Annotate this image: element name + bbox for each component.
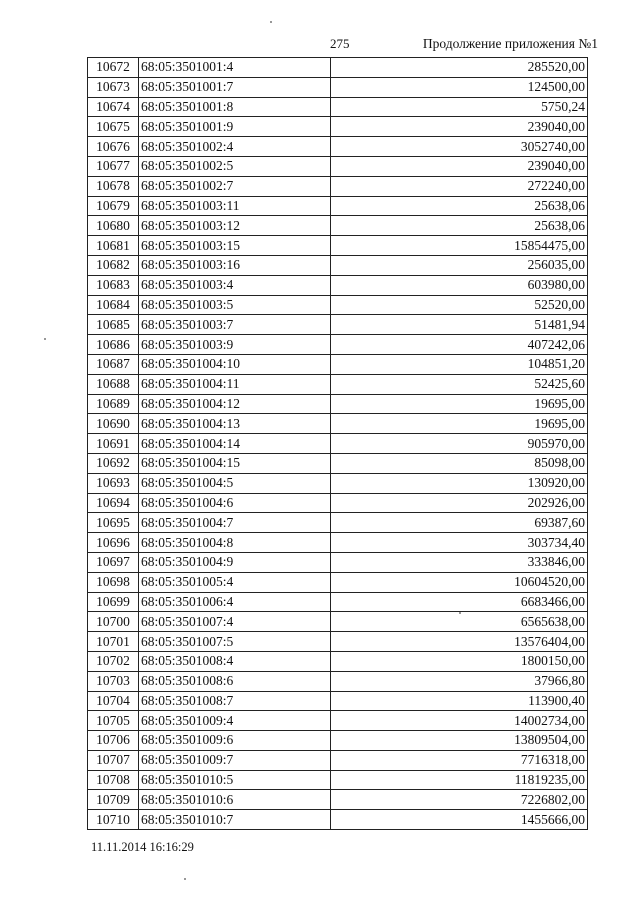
cadastral-value-cell: 333846,00 (331, 552, 588, 572)
row-number-cell: 10677 (88, 156, 139, 176)
row-number-cell: 10693 (88, 473, 139, 493)
row-number-cell: 10704 (88, 691, 139, 711)
cadastral-number-cell: 68:05:3501003:11 (139, 196, 331, 216)
cadastral-number-cell: 68:05:3501009:4 (139, 711, 331, 731)
row-number-cell: 10682 (88, 255, 139, 275)
table-row (88, 434, 588, 454)
cadastral-number-cell: 68:05:3501007:5 (139, 632, 331, 652)
row-number-cell: 10700 (88, 612, 139, 632)
cadastral-value-cell: 25638,06 (331, 196, 588, 216)
cadastral-number-cell: 68:05:3501004:15 (139, 453, 331, 473)
print-timestamp: 11.11.2014 16:16:29 (91, 840, 194, 854)
cadastral-value-cell: 25638,06 (331, 216, 588, 236)
cadastral-number-cell: 68:05:3501001:4 (139, 58, 331, 78)
cadastral-number-cell: 68:05:3501003:7 (139, 315, 331, 335)
cadastral-value-cell: 272240,00 (331, 176, 588, 196)
table-row (88, 790, 588, 810)
row-number-cell: 10683 (88, 275, 139, 295)
table-row (88, 117, 588, 137)
row-number-cell: 10698 (88, 572, 139, 592)
scan-speck (184, 878, 186, 880)
row-number-cell: 10675 (88, 117, 139, 137)
table-row (88, 236, 588, 256)
cadastral-value-cell: 5750,24 (331, 97, 588, 117)
row-number-cell: 10706 (88, 731, 139, 751)
cadastral-number-cell: 68:05:3501004:11 (139, 374, 331, 394)
row-number-cell: 10679 (88, 196, 139, 216)
cadastral-value-cell: 6683466,00 (331, 592, 588, 612)
cadastral-value-cell: 37966,80 (331, 671, 588, 691)
row-number-cell: 10696 (88, 533, 139, 553)
cadastral-number-cell: 68:05:3501005:4 (139, 572, 331, 592)
cadastral-number-cell: 68:05:3501003:12 (139, 216, 331, 236)
table-row (88, 493, 588, 513)
cadastral-value-cell: 124500,00 (331, 77, 588, 97)
scan-speck (459, 612, 461, 614)
table-row (88, 592, 588, 612)
cadastral-value-cell: 7716318,00 (331, 750, 588, 770)
table-row (88, 810, 588, 830)
cadastral-value-cell: 202926,00 (331, 493, 588, 513)
table-row (88, 216, 588, 236)
row-number-cell: 10691 (88, 434, 139, 454)
cadastral-number-cell: 68:05:3501010:7 (139, 810, 331, 830)
scan-speck (44, 338, 46, 340)
cadastral-number-cell: 68:05:3501010:6 (139, 790, 331, 810)
cadastral-number-cell: 68:05:3501003:4 (139, 275, 331, 295)
row-number-cell: 10687 (88, 354, 139, 374)
row-number-cell: 10705 (88, 711, 139, 731)
table-row (88, 533, 588, 553)
table-row (88, 513, 588, 533)
table-row (88, 453, 588, 473)
row-number-cell: 10681 (88, 236, 139, 256)
table-row (88, 77, 588, 97)
row-number-cell: 10707 (88, 750, 139, 770)
row-number-cell: 10694 (88, 493, 139, 513)
cadastral-number-cell: 68:05:3501004:10 (139, 354, 331, 374)
row-number-cell: 10688 (88, 374, 139, 394)
cadastral-value-cell: 13809504,00 (331, 731, 588, 751)
cadastral-value-cell: 239040,00 (331, 117, 588, 137)
cadastral-number-cell: 68:05:3501002:7 (139, 176, 331, 196)
table-row (88, 671, 588, 691)
cadastral-value-cell: 7226802,00 (331, 790, 588, 810)
row-number-cell: 10685 (88, 315, 139, 335)
cadastral-number-cell: 68:05:3501004:5 (139, 473, 331, 493)
cadastral-number-cell: 68:05:3501003:16 (139, 255, 331, 275)
table-row (88, 255, 588, 275)
cadastral-number-cell: 68:05:3501002:5 (139, 156, 331, 176)
cadastral-number-cell: 68:05:3501004:12 (139, 394, 331, 414)
cadastral-value-cell: 6565638,00 (331, 612, 588, 632)
cadastral-number-cell: 68:05:3501009:7 (139, 750, 331, 770)
table-row (88, 711, 588, 731)
cadastral-value-cell: 11819235,00 (331, 770, 588, 790)
cadastral-number-cell: 68:05:3501004:14 (139, 434, 331, 454)
cadastral-value-cell: 10604520,00 (331, 572, 588, 592)
row-number-cell: 10701 (88, 632, 139, 652)
cadastral-value-cell: 13576404,00 (331, 632, 588, 652)
cadastral-number-cell: 68:05:3501008:4 (139, 651, 331, 671)
table-row (88, 750, 588, 770)
table-row (88, 632, 588, 652)
table-row (88, 97, 588, 117)
cadastral-value-cell: 51481,94 (331, 315, 588, 335)
table-row (88, 691, 588, 711)
scan-speck (270, 21, 272, 23)
cadastral-number-cell: 68:05:3501004:6 (139, 493, 331, 513)
table-row (88, 137, 588, 157)
table-row (88, 770, 588, 790)
cadastral-value-cell: 905970,00 (331, 434, 588, 454)
cadastral-value-cell: 52425,60 (331, 374, 588, 394)
cadastral-value-cell: 85098,00 (331, 453, 588, 473)
table-row (88, 156, 588, 176)
cadastral-number-cell: 68:05:3501008:6 (139, 671, 331, 691)
cadastral-number-cell: 68:05:3501004:7 (139, 513, 331, 533)
table-row (88, 275, 588, 295)
cadastral-value-cell: 104851,20 (331, 354, 588, 374)
row-number-cell: 10690 (88, 414, 139, 434)
cadastral-number-cell: 68:05:3501004:8 (139, 533, 331, 553)
cadastral-number-cell: 68:05:3501001:7 (139, 77, 331, 97)
cadastral-value-cell: 1800150,00 (331, 651, 588, 671)
cadastral-number-cell: 68:05:3501002:4 (139, 137, 331, 157)
table-row (88, 295, 588, 315)
table-row (88, 335, 588, 355)
row-number-cell: 10702 (88, 651, 139, 671)
page-number: 275 (330, 36, 350, 51)
row-number-cell: 10689 (88, 394, 139, 414)
row-number-cell: 10674 (88, 97, 139, 117)
row-number-cell: 10686 (88, 335, 139, 355)
cadastral-value-table (87, 57, 588, 830)
table-row (88, 58, 588, 78)
table-row (88, 394, 588, 414)
row-number-cell: 10697 (88, 552, 139, 572)
table-row (88, 731, 588, 751)
cadastral-value-cell: 113900,40 (331, 691, 588, 711)
table-row (88, 572, 588, 592)
cadastral-number-cell: 68:05:3501010:5 (139, 770, 331, 790)
cadastral-value-cell: 3052740,00 (331, 137, 588, 157)
row-number-cell: 10699 (88, 592, 139, 612)
appendix-caption: Продолжение приложения №1 (422, 36, 598, 51)
table-row (88, 315, 588, 335)
cadastral-value-cell: 52520,00 (331, 295, 588, 315)
table-row (88, 354, 588, 374)
table-row (88, 473, 588, 493)
row-number-cell: 10703 (88, 671, 139, 691)
row-number-cell: 10676 (88, 137, 139, 157)
table-body (88, 58, 588, 830)
table-row (88, 651, 588, 671)
cadastral-number-cell: 68:05:3501004:9 (139, 552, 331, 572)
cadastral-value-cell: 603980,00 (331, 275, 588, 295)
cadastral-number-cell: 68:05:3501004:13 (139, 414, 331, 434)
row-number-cell: 10692 (88, 453, 139, 473)
cadastral-number-cell: 68:05:3501001:8 (139, 97, 331, 117)
table-row (88, 196, 588, 216)
row-number-cell: 10672 (88, 58, 139, 78)
cadastral-value-cell: 19695,00 (331, 414, 588, 434)
row-number-cell: 10709 (88, 790, 139, 810)
cadastral-value-cell: 130920,00 (331, 473, 588, 493)
cadastral-number-cell: 68:05:3501006:4 (139, 592, 331, 612)
cadastral-value-cell: 69387,60 (331, 513, 588, 533)
cadastral-value-cell: 256035,00 (331, 255, 588, 275)
cadastral-number-cell: 68:05:3501008:7 (139, 691, 331, 711)
table-row (88, 612, 588, 632)
table-row (88, 552, 588, 572)
row-number-cell: 10673 (88, 77, 139, 97)
table-row (88, 374, 588, 394)
cadastral-value-cell: 239040,00 (331, 156, 588, 176)
cadastral-value-cell: 19695,00 (331, 394, 588, 414)
cadastral-value-cell: 303734,40 (331, 533, 588, 553)
cadastral-number-cell: 68:05:3501003:5 (139, 295, 331, 315)
row-number-cell: 10680 (88, 216, 139, 236)
table-row (88, 176, 588, 196)
cadastral-number-cell: 68:05:3501007:4 (139, 612, 331, 632)
row-number-cell: 10684 (88, 295, 139, 315)
row-number-cell: 10695 (88, 513, 139, 533)
cadastral-value-cell: 14002734,00 (331, 711, 588, 731)
row-number-cell: 10708 (88, 770, 139, 790)
row-number-cell: 10710 (88, 810, 139, 830)
cadastral-number-cell: 68:05:3501003:9 (139, 335, 331, 355)
cadastral-value-cell: 15854475,00 (331, 236, 588, 256)
cadastral-value-cell: 1455666,00 (331, 810, 588, 830)
cadastral-value-cell: 285520,00 (331, 58, 588, 78)
cadastral-number-cell: 68:05:3501009:6 (139, 731, 331, 751)
row-number-cell: 10678 (88, 176, 139, 196)
table-row (88, 414, 588, 434)
cadastral-number-cell: 68:05:3501001:9 (139, 117, 331, 137)
cadastral-number-cell: 68:05:3501003:15 (139, 236, 331, 256)
cadastral-value-cell: 407242,06 (331, 335, 588, 355)
